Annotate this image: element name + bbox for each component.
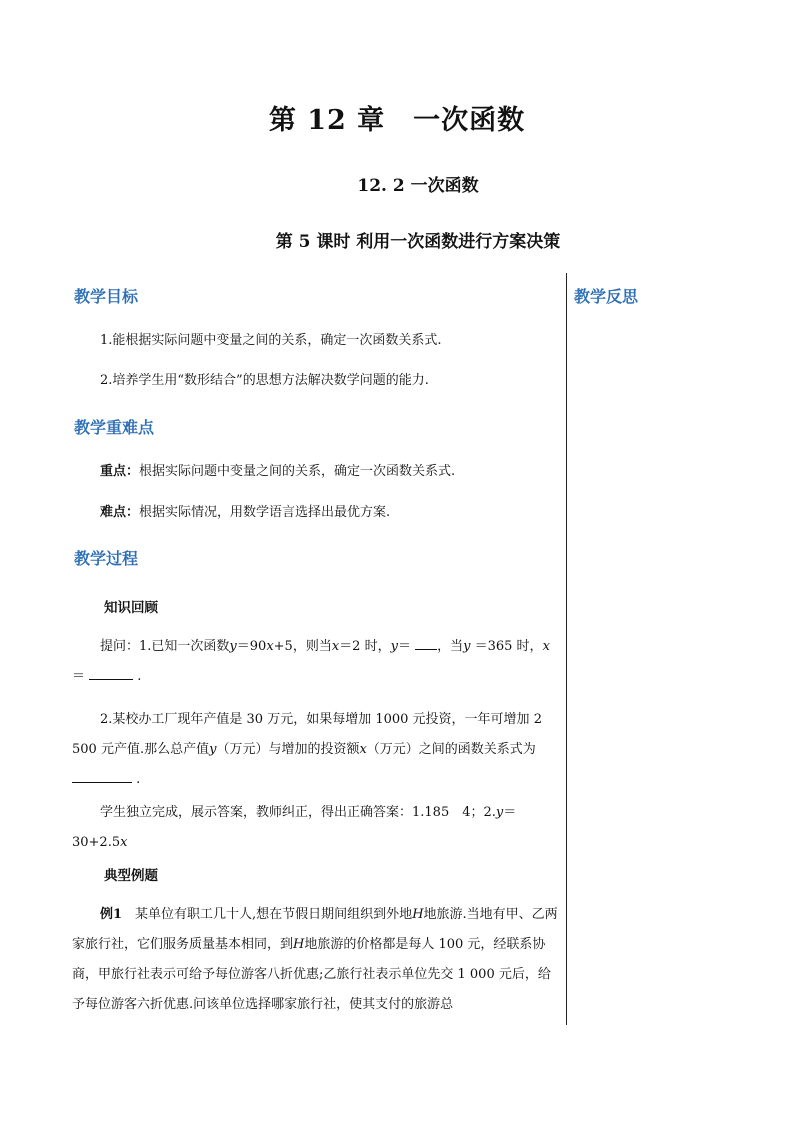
goal-item-1: 1.能根据实际问题中变量之间的关系，确定一次函数关系式. xyxy=(100,333,442,348)
review-question-2: 2.某校办工厂现年产值是 30 万元，如果每增加 1000 元投资，一年可增加 2 500 元产值.那么总产值y（万元）与增加的投资额x（万元）之间的函数关系式为 . xyxy=(72,712,542,787)
goals-heading: 教学目标 xyxy=(74,287,139,306)
column-divider xyxy=(566,273,567,1025)
answer-blank xyxy=(89,666,133,680)
reflection-heading: 教学反思 xyxy=(574,287,639,306)
review-answer: 学生独立完成，展示答案，教师纠正，得出正确答案：1.185 4；2.y＝30+2.5x xyxy=(72,805,517,850)
review-title: 知识回顾 xyxy=(104,600,158,616)
example-label: 例1 xyxy=(100,907,123,922)
key-label: 重点： xyxy=(100,464,140,479)
chapter-title: 第 12 章 一次函数 xyxy=(268,105,526,136)
example-title: 典型例题 xyxy=(104,868,158,884)
example-1: 例1 某单位有职工几十人,想在节假日期间组织到外地H地旅游.当地有甲、乙两家旅行社，它们服务质量基本相同，到H地旅游的价格都是每人 100 元，经联系协商，甲旅行社表示可给予每位游客八折优惠;乙旅行社表示单位先交 1 000 元后，给予每位游客六折优惠.问该单位选择哪家旅行社，使其支付的旅游总 xyxy=(72,907,558,1012)
lesson-title: 第 5 课时 利用一次函数进行方案决策 xyxy=(275,232,561,252)
key-point xyxy=(100,462,558,482)
key-text: 根据实际问题中变量之间的关系，确定一次函数关系式. xyxy=(139,464,456,479)
section-title: 12. 2 一次函数 xyxy=(357,176,479,196)
goal-item-2: 2.培养学生用“数形结合”的思想方法解决数学问题的能力. xyxy=(100,373,429,388)
difficult-label: 难点： xyxy=(100,505,140,520)
answer-blank xyxy=(415,636,437,650)
keypoints-heading: 教学重难点 xyxy=(74,418,155,437)
answer-blank xyxy=(72,769,132,783)
difficult-point xyxy=(100,503,558,523)
difficult-text: 根据实际情况，用数学语言选择出最优方案. xyxy=(139,505,391,520)
review-question-1: 提问：1.已知一次函数y＝90x+5，则当x＝2 时，y＝ ，当y ＝365 时，x＝ . xyxy=(72,632,558,692)
process-heading: 教学过程 xyxy=(74,549,139,568)
